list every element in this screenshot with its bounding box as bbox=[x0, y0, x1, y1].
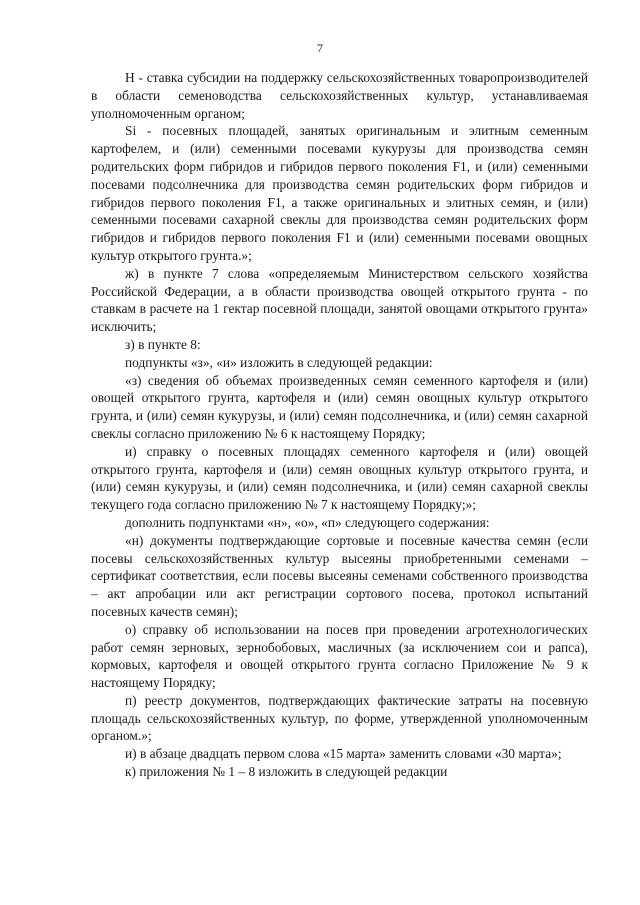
paragraph-subitem-n: «н) документы подтверждающие сортовые и посевные качества семян (если посевы сельскохозяйственных культур высеяны приобретенными семенами – сертификат соответствия, если посевы высеяны семенами собственного производства – акт апробации или акт регистрации сортового посева, протокол испытаний посевных качеств семян); bbox=[91, 532, 588, 619]
paragraph-subitem-i: и) справку о посевных площадях семенного картофеля и (или) овощей открытого грунта, картофеля и (или) семян овощных культур открытого грунта, и (или) семян кукурузы, и (или) семян подсолнечника, и (или) семян сахарной свеклы текущего года согласно приложению № 7 к настоящему Порядку;»; bbox=[91, 443, 588, 513]
paragraph-add-subitems: дополнить подпунктами «н», «о», «п» следующего содержания: bbox=[125, 514, 490, 530]
paragraph-item-k: к) приложения № 1 – 8 изложить в следующей редакции bbox=[125, 764, 448, 780]
paragraph-item-i: и) в абзаце двадцать первом слова «15 марта» заменить словами «30 марта»; bbox=[125, 746, 562, 762]
paragraph-subitem-p: п) реестр документов, подтверждающих фактические затраты на посевную площадь сельскохозяйственных культур, по форме, утвержденной уполномоченным органом.»; bbox=[91, 692, 588, 744]
paragraph-subitems-intro: подпункты «з», «и» изложить в следующей редакции: bbox=[125, 354, 433, 370]
paragraph-subitem-z: «з) сведения об объемах произведенных семян семенного картофеля и (или) овощей открытого грунта, картофеля и (или) семян овощных культур открытого грунта, и (или) семян кукурузы, и (или) семян подсолнечника, и (или) семян сахарной свеклы согласно приложению № 6 к настоящему Порядку; bbox=[91, 372, 588, 441]
paragraph-rate-h: H - ставка субсидии на поддержку сельскохозяйственных товаропроизводителей в области семеноводства сельскохозяйственных культур, устанавливаемая уполномоченным органом; bbox=[91, 70, 588, 121]
document-body bbox=[91, 69, 588, 781]
paragraph-area-si: Si - посевных площадей, занятых оригинальным и элитным семенным картофелем, и (или) семенными посевами кукурузы для производства семян родительских форм гибридов и гибридов первого поколения F1, и (или) семенными посевами подсолнечника для производства семян родительских форм гибридов и гибридов первого поколения F1, а также оригинальных и элитных семян, и (или) семенными посевами сахарной свеклы для производства семян родительских форм гибридов и гибридов первого поколения F1 и (или) семенными посевами овощных культур открытого грунта.»; bbox=[91, 123, 588, 263]
paragraph-item-zh: ж) в пункте 7 слова «определяемым Министерством сельского хозяйства Российской Федерации, а в области производства овощей открытого грунта - по ставкам в расчете на 1 гектар посевной площади, занятой овощами открытого грунта» исключить; bbox=[91, 265, 588, 335]
paragraph-item-z: з) в пункте 8: bbox=[125, 336, 201, 352]
page-number: 7 bbox=[317, 41, 323, 55]
paragraph-subitem-o: о) справку об использовании на посев при проведении агротехнологических работ семян зерновых, зернобобовых, масличных (за исключением сои и рапса), кормовых, картофеля и овощей открытого грунта согласно Приложение № 9 к настоящему Порядку; bbox=[91, 621, 588, 691]
